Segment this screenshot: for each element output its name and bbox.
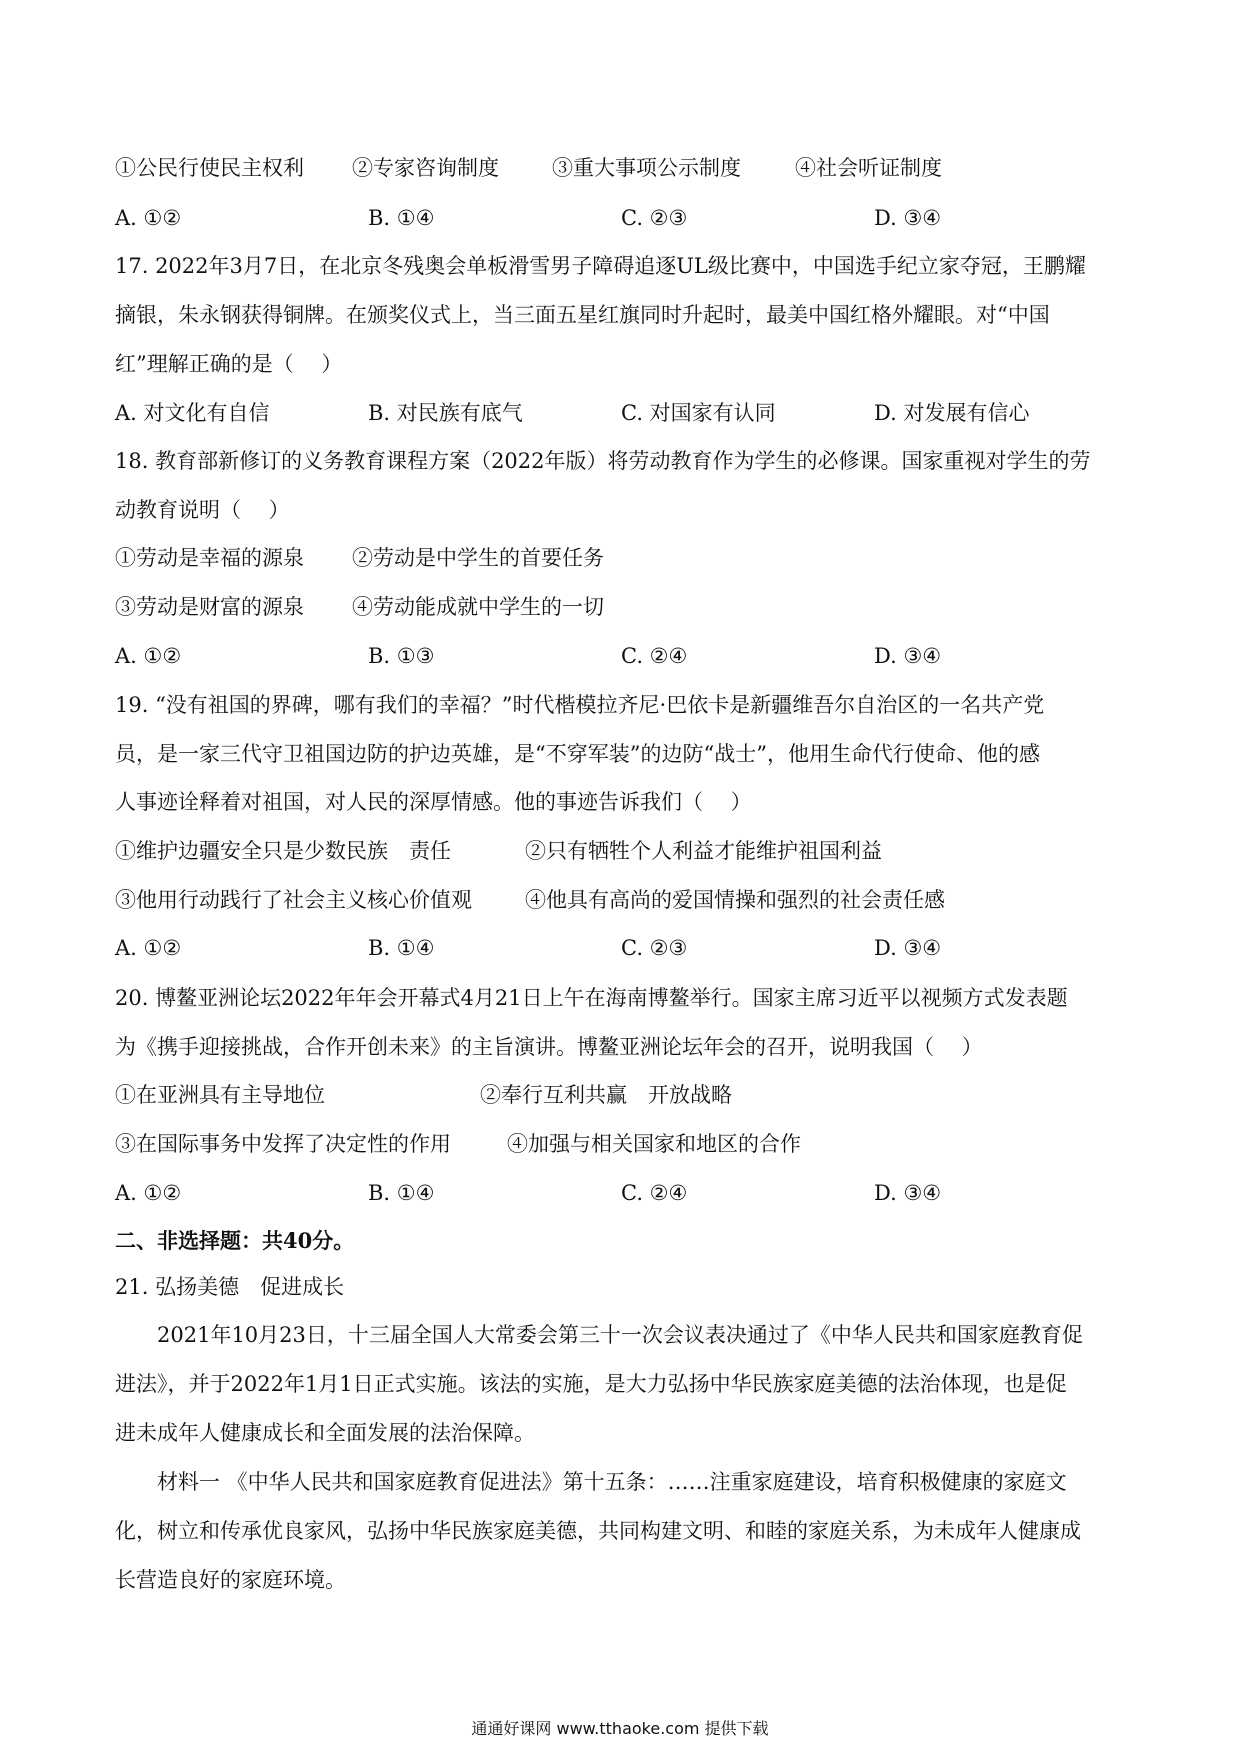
option-c: C. ②③ (621, 936, 688, 960)
option-d: D. ③④ (874, 644, 942, 668)
q20-statements-row1 (115, 1080, 1125, 1110)
question-18-line: 动教育说明（ ） (115, 498, 290, 522)
paragraph-line: 进未成年人健康成长和全面发展的法治保障。 (115, 1421, 535, 1445)
statement: ③劳动是财富的源泉 (115, 595, 304, 619)
question-17-line: 摘银，朱永钢获得铜牌。在颁奖仪式上，当三面五星红旗同时升起时，最美中国红格外耀眼。对“中国 (115, 303, 1050, 327)
option-c: C. 对国家有认同 (621, 401, 776, 425)
q18-statements-row2 (115, 592, 1125, 622)
option-a: A. ①② (115, 206, 182, 230)
statement: ③重大事项公示制度 (552, 156, 741, 180)
option-b: B. ①④ (368, 936, 435, 960)
statement: ②奉行互利共赢 开放战略 (480, 1083, 732, 1107)
paragraph-line: 化，树立和传承优良家风，弘扬中华民族家庭美德，共同构建文明、和睦的家庭关系，为未成年人健康成 (115, 1519, 1081, 1543)
statement: ②专家咨询制度 (352, 156, 499, 180)
option-b: B. ①③ (368, 644, 435, 668)
option-c: C. ②④ (621, 1181, 688, 1205)
statement: ③在国际事务中发挥了决定性的作用 (115, 1132, 451, 1156)
statement: ③他用行动践行了社会主义核心价值观 (115, 888, 472, 912)
statement: ②劳动是中学生的首要任务 (352, 546, 604, 570)
option-a: A. ①② (115, 644, 182, 668)
q19-options (115, 933, 1125, 963)
page-footer: 通通好课网 www.tthaoke.com 提供下载 (471, 1719, 769, 1738)
option-b: B. ①④ (368, 1181, 435, 1205)
question-19-line: 19. “没有祖国的界碑，哪有我们的幸福？”时代楷模拉齐尼·巴依卡是新疆维吾尔自治区的一名共产党 (115, 693, 1045, 717)
statement: ④他具有高尚的爱国情操和强烈的社会责任感 (525, 888, 945, 912)
q17-options (115, 398, 1125, 428)
question-19-line: 人事迹诠释着对祖国，对人民的深厚情感。他的事迹告诉我们（ ） (115, 790, 752, 814)
question-19-line: 员，是一家三代守卫祖国边防的护边英雄，是“不穿军装”的边防“战士”，他用生命代行使命、他的感 (115, 742, 1040, 766)
paragraph-line: 2021年10月23日，十三届全国人大常委会第三十一次会议表决通过了《中华人民共和国家庭教育促 (115, 1323, 1083, 1347)
option-b: B. 对民族有底气 (368, 401, 523, 425)
paragraph-line: 长营造良好的家庭环境。 (115, 1568, 346, 1592)
paragraph-line: 进法》，并于2022年1月1日正式实施。该法的实施，是大力弘扬中华民族家庭美德的法治体现，也是促 (115, 1372, 1067, 1396)
q16-options (115, 203, 1125, 233)
statement: ④劳动能成就中学生的一切 (352, 595, 604, 619)
statement: ①公民行使民主权利 (115, 156, 304, 180)
q19-statements-row2 (115, 885, 1125, 915)
option-b: B. ①④ (368, 206, 435, 230)
q18-options (115, 641, 1125, 671)
q18-statements-row1 (115, 543, 1125, 573)
q20-statements-row2 (115, 1129, 1125, 1159)
statement: ①维护边疆安全只是少数民族 责任 (115, 839, 451, 863)
statement: ①劳动是幸福的源泉 (115, 546, 304, 570)
statement: ④社会听证制度 (795, 156, 942, 180)
q20-options (115, 1178, 1125, 1208)
statement: ②只有牺牲个人利益才能维护祖国利益 (525, 839, 882, 863)
paragraph-line: 材料一 《中华人民共和国家庭教育促进法》第十五条：……注重家庭建设，培育积极健康的家庭文 (115, 1470, 1067, 1494)
q19-statements-row1 (115, 836, 1125, 866)
option-c: C. ②④ (621, 644, 688, 668)
option-d: D. 对发展有信心 (874, 401, 1030, 425)
statement: ④加强与相关国家和地区的合作 (507, 1132, 801, 1156)
option-a: A. 对文化有自信 (115, 401, 270, 425)
option-d: D. ③④ (874, 1181, 942, 1205)
q16-statements (115, 153, 1125, 183)
question-20-line: 20. 博鳌亚洲论坛2022年年会开幕式4月21日上午在海南博鳌举行。国家主席习近平以视频方式发表题 (115, 986, 1068, 1010)
option-a: A. ①② (115, 936, 182, 960)
question-18-line: 18. 教育部新修订的义务教育课程方案（2022年版）将劳动教育作为学生的必修课。国家重视对学生的劳 (115, 449, 1091, 473)
question-21-title: 21. 弘扬美德 促进成长 (115, 1275, 345, 1299)
option-a: A. ①② (115, 1181, 182, 1205)
option-c: C. ②③ (621, 206, 688, 230)
section-heading: 二、非选择题：共40分。 (115, 1228, 355, 1253)
statement: ①在亚洲具有主导地位 (115, 1083, 325, 1107)
option-d: D. ③④ (874, 936, 942, 960)
question-20-line: 为《携手迎接挑战，合作开创未来》的主旨演讲。博鳌亚洲论坛年会的召开，说明我国（ ） (115, 1035, 983, 1059)
option-d: D. ③④ (874, 206, 942, 230)
question-17-line: 17. 2022年3月7日，在北京冬残奥会单板滑雪男子障碍追逐UL级比赛中，中国选手纪立家夺冠，王鹏耀 (115, 254, 1086, 278)
question-17-line: 红”理解正确的是（ ） (115, 352, 343, 376)
